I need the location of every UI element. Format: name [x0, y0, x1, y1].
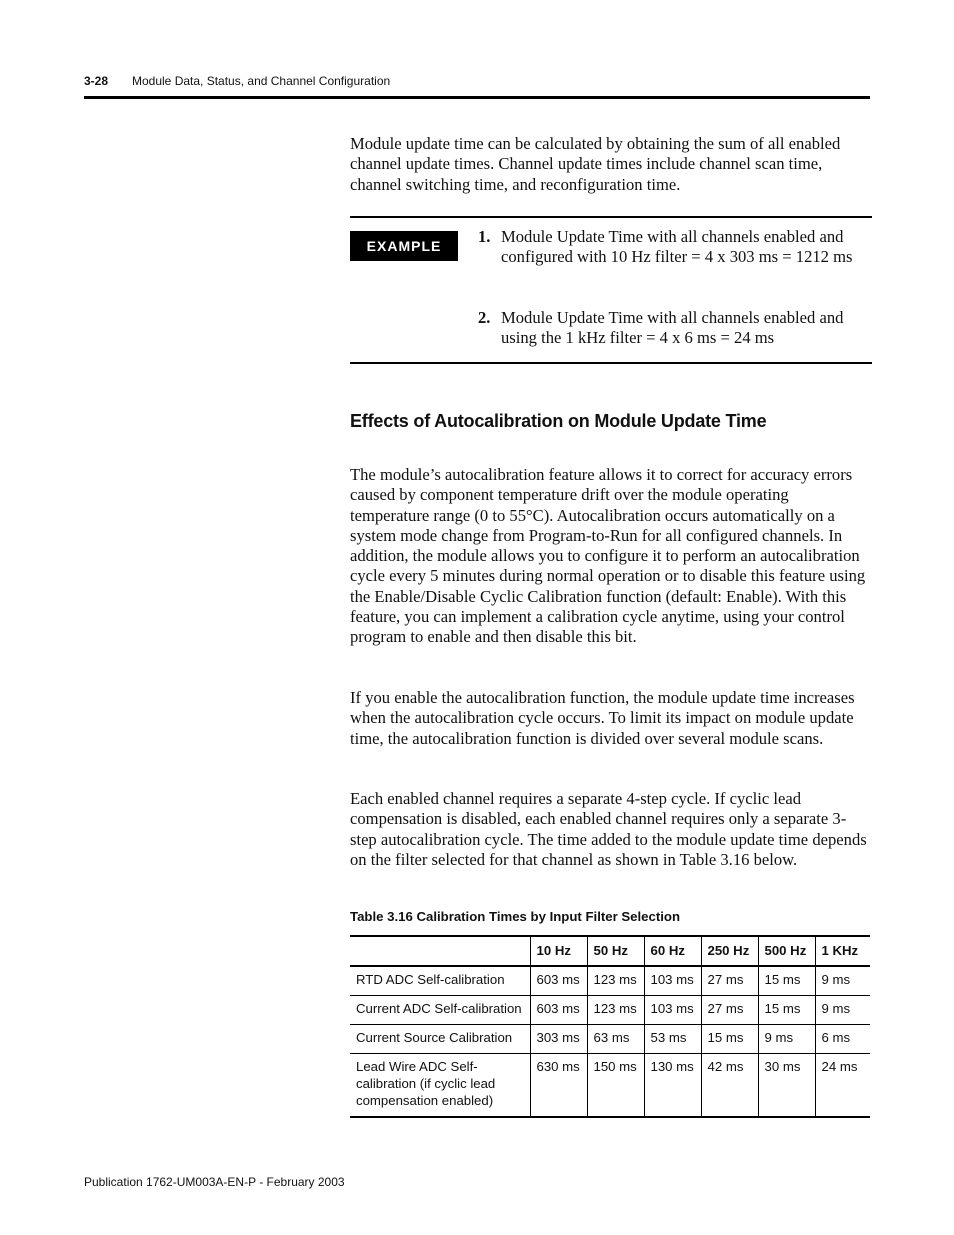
row-label: Current Source Calibration — [356, 1030, 513, 1045]
column-header: 60 Hz — [644, 936, 701, 966]
example-badge: EXAMPLE — [350, 231, 458, 261]
page-footer: Publication 1762-UM003A-EN-P - February 2003 — [84, 1175, 345, 1189]
table-cell: 9 ms — [758, 1025, 815, 1054]
example-box — [350, 216, 872, 364]
column-header: 1 KHz — [815, 936, 870, 966]
page-number: 3-28 — [84, 74, 109, 88]
section-heading: Effects of Autocalibration on Module Update Time — [350, 411, 767, 431]
table-cell: 150 ms — [587, 1054, 644, 1118]
table-caption: Table 3.16 Calibration Times by Input Filter Selection — [350, 909, 681, 924]
table-cell: 53 ms — [644, 1025, 701, 1054]
table-cell: 24 ms — [815, 1054, 870, 1118]
table-cell: 15 ms — [758, 966, 815, 996]
table-cell: 603 ms — [530, 996, 587, 1025]
section-title: Module Data, Status, and Channel Configuration — [132, 74, 391, 88]
table-cell: 103 ms — [644, 966, 701, 996]
column-header: 50 Hz — [587, 936, 644, 966]
table-cell: 130 ms — [644, 1054, 701, 1118]
table-cell: 15 ms — [701, 1025, 758, 1054]
column-header: 250 Hz — [701, 936, 758, 966]
table-row — [350, 996, 870, 1025]
table-row — [350, 1025, 870, 1054]
example-item-number: 2. — [478, 308, 491, 327]
page-header — [84, 72, 870, 98]
calibration-times-table — [350, 935, 870, 1118]
example-item — [478, 227, 858, 268]
row-label: Lead Wire ADC Self-calibration (if cyclic lead compensation enabled) — [356, 1059, 496, 1108]
table-cell: 30 ms — [758, 1054, 815, 1118]
row-label: Current ADC Self-calibration — [356, 1001, 522, 1016]
row-label: RTD ADC Self-calibration — [356, 972, 505, 987]
body-paragraph: Each enabled channel requires a separate 4-step cycle. If cyclic lead compensation is disabled, each enabled channel requires only a separate 3-step autocalibration cycle. The time added to the module update time depends on the filter selected for that channel as shown in Table 3.16 below. — [350, 789, 867, 869]
table-cell: 123 ms — [587, 966, 644, 996]
example-item — [478, 308, 858, 349]
table-row — [350, 966, 870, 996]
table-cell: 603 ms — [530, 966, 587, 996]
table-cell: 63 ms — [587, 1025, 644, 1054]
table-cell: 9 ms — [815, 996, 870, 1025]
body-paragraph: If you enable the autocalibration function, the module update time increases when the autocalibration cycle occurs. To limit its impact on module update time, the autocalibration function is divided over several module scans. — [350, 688, 855, 748]
table-header-row — [350, 936, 870, 966]
header-rule — [84, 96, 870, 99]
table-cell: 6 ms — [815, 1025, 870, 1054]
column-header: 500 Hz — [758, 936, 815, 966]
example-item-text: Module Update Time with all channels enabled and configured with 10 Hz filter = 4 x 303 ms = 1212 ms — [501, 227, 853, 267]
table-cell: 9 ms — [815, 966, 870, 996]
table-cell: 123 ms — [587, 996, 644, 1025]
table-cell: 103 ms — [644, 996, 701, 1025]
body-paragraph: The module’s autocalibration feature allows it to correct for accuracy errors caused by component temperature drift over the module operating temperature range (0 to 55°C). Autocalibration occurs automatically on a system mode change from Program-to-Run for all configured channels. In addition, the module allows you to configure it to perform an autocalibration cycle every 5 minutes during normal operation or to disable this feature using the Enable/Disable Cyclic Calibration function (default: Enable). With this feature, you can implement a calibration cycle anytime, using your control program to enable and then disable this bit. — [350, 465, 866, 647]
table-row — [350, 1054, 870, 1118]
column-header — [350, 936, 530, 966]
table-cell: 27 ms — [701, 966, 758, 996]
table-cell: 630 ms — [530, 1054, 587, 1118]
intro-paragraph: Module update time can be calculated by obtaining the sum of all enabled channel update times. Channel update times include channel scan time, channel switching time, and reconfiguration time. — [350, 134, 841, 194]
example-item-text: Module Update Time with all channels enabled and using the 1 kHz filter = 4 x 6 ms = 24 ms — [501, 308, 844, 348]
table-cell: 42 ms — [701, 1054, 758, 1118]
table-cell: 303 ms — [530, 1025, 587, 1054]
table-cell: 15 ms — [758, 996, 815, 1025]
column-header: 10 Hz — [530, 936, 587, 966]
example-item-number: 1. — [478, 227, 491, 246]
table-cell: 27 ms — [701, 996, 758, 1025]
